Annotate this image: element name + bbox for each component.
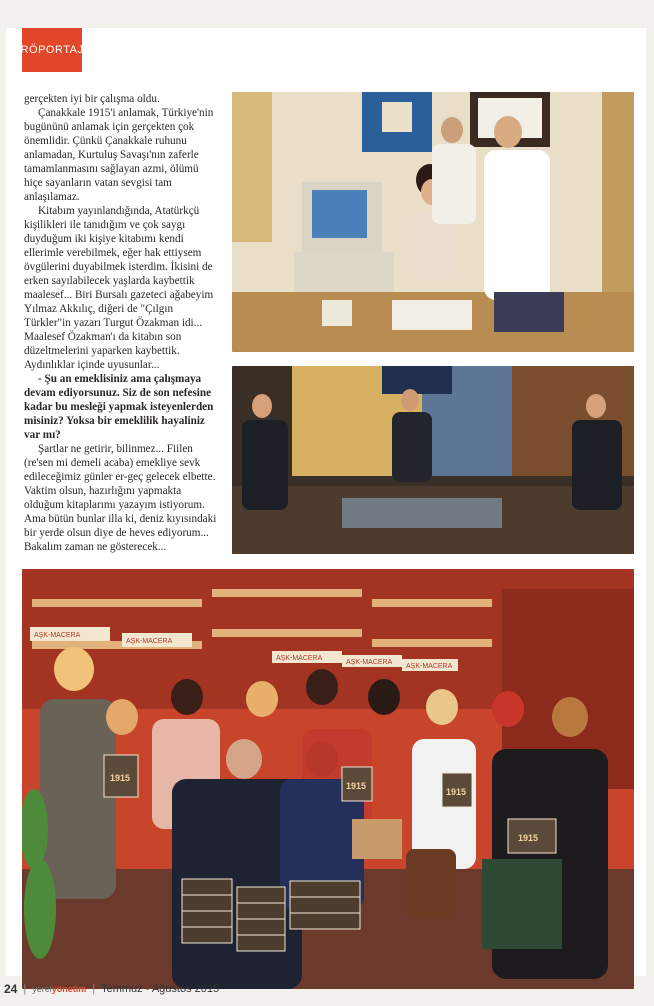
- issue-date: Temmuz - Ağustos 2015: [101, 983, 220, 995]
- studio-photo-illustration: [232, 366, 634, 554]
- office-photo: [232, 92, 634, 352]
- magazine-brand: yönetim: [51, 984, 87, 994]
- shelf-sign: AŞK-MACERA: [406, 663, 453, 670]
- book-label: 1915: [110, 773, 131, 783]
- shelf-sign: AŞK-MACERA: [276, 655, 323, 662]
- studio-photo: [232, 366, 634, 554]
- footer-separator: |: [23, 983, 27, 995]
- footer-separator: |: [92, 983, 96, 995]
- section-tab: RÖPORTAJ: [22, 28, 82, 72]
- article-paragraph: Çanakkale 1915'i anlamak, Türkiye'nin bugününü anlamak için gerçekten çok önemlidir. Çünkü Çanakkale ruhunu anlamadan, Kurtuluş Savaşı'nın zaferle tamamlanmasını sağlayan azmi, ölümü hiçe sayanların vatan sevgisi tam anlaşılamaz.: [24, 107, 214, 203]
- magazine-prefix: yerel: [32, 984, 52, 994]
- bookstore-group-photo: [22, 569, 634, 989]
- interview-question: - Şu an emeklisiniz ama çalışmaya devam ediyorsunuz. Siz de son nefesine kadar bu mesleği yapmak isteyenlerden misiniz? Yoksa bir emeklilik hayaliniz var mı?: [24, 373, 214, 441]
- shelf-sign: AŞK-MACERA: [126, 638, 173, 645]
- book-label: 1915: [446, 787, 467, 797]
- shelf-sign: AŞK-MACERA: [34, 632, 81, 639]
- article-paragraph: gerçekten iyi bir çalışma oldu.: [24, 93, 160, 105]
- page-footer: [4, 981, 219, 997]
- shelf-sign: AŞK-MACERA: [346, 659, 393, 666]
- office-photo-illustration: [232, 92, 634, 352]
- article-text: [24, 92, 220, 554]
- article-paragraph: Şartlar ne getirir, bilinmez... Fiilen (re'sen mi demeli acaba) emekliye sevk edileceğimiz günler er-geç gelecek elbette. Vaktim olsun, hazırlığını yapmakta olduğum kitaplarımı yazayım istiyorum. Ama bütün bunlar illa ki, deniz kıyısındaki bir yerde olsun diye de heves ediyorum... Bakalım zaman ne gösterecek...: [24, 443, 217, 553]
- book-label: 1915: [346, 781, 367, 791]
- magazine-name: [32, 984, 86, 994]
- book-label: 1915: [518, 833, 539, 843]
- page-number: 24: [4, 982, 18, 996]
- magazine-page: [6, 28, 646, 976]
- bookstore-photo-illustration: [22, 569, 634, 989]
- article-paragraph: Kitabım yayınlandığında, Atatürkçü kişilikleri ile tanıdığım ve çok saygı duyduğum iki kişiye kitabımı kendi ellerimle verebilmek, eğer hak ettiysem övgülerini duyabilmek isterdim. İkisini de erken sayılabilecek yaşlarda kaybettik maalesef... Biri Bursalı gazeteci ağabeyim Yılmaz Akkılıç, diğeri de "Çılgın Türkler"in yazarı Turgut Özakman idi... Maalesef Özakman'ı da kitabın son düzeltmelerini yaparken kaybettik. Aydınlıklar içinde uyusunlar...: [24, 205, 214, 371]
